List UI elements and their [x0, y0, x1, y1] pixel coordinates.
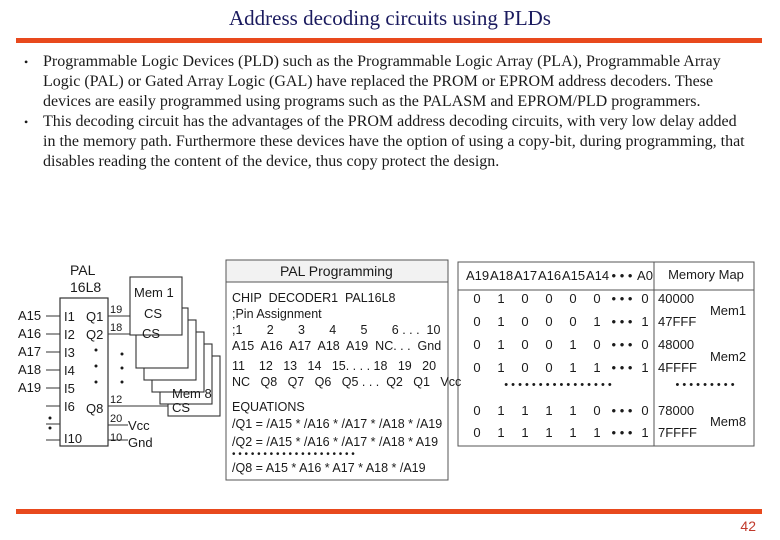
memory-map-bit: 1 [497, 425, 505, 440]
pin-input-label: I10 [64, 431, 83, 446]
memory-map-bit: • • • [611, 403, 633, 418]
pin-output-label: Q1 [86, 309, 104, 324]
header-bit: A18 [490, 268, 514, 283]
memory-map-bit: 0 [473, 360, 481, 375]
pal-programming-title: PAL Programming [280, 263, 393, 279]
memory-map-address: 47FFF [658, 314, 697, 329]
memory-map-bit: 1 [569, 337, 577, 352]
memory-map-bit: 1 [569, 360, 577, 375]
memory-map-bit: 0 [473, 403, 481, 418]
memory-map-bit: 0 [569, 291, 577, 306]
pin-number: 20 [110, 413, 123, 425]
pin-number: 12 [110, 394, 123, 406]
bullet-icon: • [24, 55, 29, 69]
bullet-text: Programmable Logic Devices (PLD) such as the Programmable Logic Array (PLA), Programmable Array Logic (PAL) or Gated Array Logic (GAL) have replaced the PROM or EPROM address decoders. These devices are easily programmed using programs such as the PALASM and EPROM/PLD programmers. [43, 53, 721, 110]
memory-map-bit: 1 [569, 425, 577, 440]
memory-label: Mem1 [709, 303, 747, 318]
memory-map-bit: 0 [473, 314, 481, 329]
memory-map-bit: • • • [611, 291, 633, 306]
pin-input-label: I3 [64, 345, 75, 360]
memory-map-bit: • • • [611, 425, 633, 440]
program-line: CHIP DECODER1 PAL16L8 [232, 291, 396, 305]
memory-map-bit: 1 [497, 291, 505, 306]
header-bit: A15 [562, 268, 586, 283]
memory-map-bit: 0 [641, 337, 649, 352]
memory-map-bit: 1 [641, 360, 649, 375]
bottom-divider [16, 509, 762, 514]
cs-label: CS [172, 400, 191, 415]
cs-label: CS [142, 326, 161, 341]
memory-map-bit: • • • [611, 360, 633, 375]
memory-label: Mem8 [709, 414, 747, 429]
memory-map-bit: 1 [521, 425, 529, 440]
memory-map-bit: 0 [521, 360, 529, 375]
memory-map-bit: 0 [545, 314, 553, 329]
memory-map-address: 4FFFF [658, 360, 697, 375]
memory-map-bit: 0 [473, 425, 481, 440]
memory-map-bit: • • • [611, 314, 633, 329]
pin-number: 10 [110, 432, 123, 444]
program-line: • • • • • • • • • • • • • • • • • • • • [232, 449, 355, 460]
dots-row-map: • • • • • • • • • [675, 379, 735, 391]
vcc-label: Vcc [128, 418, 150, 433]
pal-label-line2: 16L8 [70, 279, 102, 295]
pin-output-label: Q2 [86, 327, 104, 342]
memory-map-bit: 0 [521, 291, 529, 306]
pin-output-label: Q8 [86, 401, 104, 416]
memory-map-bit: 0 [593, 337, 601, 352]
memory-map-bit: 0 [545, 291, 553, 306]
memory-map-bit: 0 [569, 314, 577, 329]
address-label: A19 [18, 380, 42, 395]
program-line: ;Pin Assignment [232, 307, 322, 321]
memory-map-bit: 0 [641, 403, 649, 418]
header-bit: A19 [466, 268, 490, 283]
memory-map-bit: 1 [545, 425, 553, 440]
pal-label-line1: PAL [70, 262, 96, 278]
program-line: A15 A16 A17 A18 A19 NC. . . Gnd [232, 339, 442, 353]
memory-map-address: 48000 [658, 337, 695, 352]
memory-map-bit: 1 [497, 360, 505, 375]
header-bit: A0 [637, 268, 653, 283]
address-label: A17 [18, 344, 42, 359]
slide-title: Address decoding circuits using PLDs [229, 6, 551, 30]
pin-number: 18 [110, 322, 123, 334]
memory-chip-label: Mem 1 [134, 285, 174, 300]
memory-map-bit: • • • [611, 337, 633, 352]
memory-chip-label: Mem 8 [172, 386, 212, 401]
memory-map-bit: 0 [473, 291, 481, 306]
header-bit: A17 [514, 268, 538, 283]
memory-map-bit: 1 [593, 360, 601, 375]
memory-map-bit: 0 [473, 337, 481, 352]
memory-map-bit: 1 [497, 337, 505, 352]
gnd-label: Gnd [128, 435, 153, 450]
memory-map-bit: 0 [545, 337, 553, 352]
pin-input-label: I6 [64, 399, 75, 414]
program-line: /Q2 = /A15 * /A16 * /A17 * /A18 * A19 [232, 435, 439, 449]
program-line: ;1 2 3 4 5 6 . . . 10 [232, 323, 441, 337]
cs-label: CS [144, 306, 163, 321]
header-bit: • • • [611, 268, 633, 283]
pin-input-label: I5 [64, 381, 75, 396]
memory-map-bit: 0 [521, 314, 529, 329]
pin-input-label: I1 [64, 309, 75, 324]
memory-map-bit: 0 [593, 403, 601, 418]
address-label: A16 [18, 326, 42, 341]
header-bit: A14 [586, 268, 610, 283]
memory-map-bit: 1 [497, 403, 505, 418]
memory-map-bit: 1 [641, 425, 649, 440]
program-line: 11 12 13 14 15. . . . 18 19 20 [232, 359, 437, 373]
pin-input-label: I4 [64, 363, 75, 378]
memory-map-bit: 0 [593, 291, 601, 306]
program-line: /Q1 = /A15 * /A16 * /A17 * /A18 * /A19 [232, 417, 443, 431]
bullet-icon: • [24, 115, 29, 129]
memory-map-bit: 1 [545, 403, 553, 418]
memory-map-bit: 1 [521, 403, 529, 418]
memory-map-address: 40000 [658, 291, 695, 306]
address-label: A15 [18, 308, 42, 323]
program-line: /Q8 = A15 * A16 * A17 * A18 * /A19 [232, 461, 426, 475]
memory-map-address: 7FFFF [658, 425, 697, 440]
memory-map-bit: 1 [497, 314, 505, 329]
memory-map-bit: 1 [593, 314, 601, 329]
memory-map-bit: 0 [521, 337, 529, 352]
program-line: EQUATIONS [232, 400, 305, 414]
bullet-text: This decoding circuit has the advantages of the PROM address decoding circuits, with very low delay added in the memory path. Furthermore these devices have the option of using a copy-bit, during programming, that disables reading the content of the device, thus copy protect the design. [43, 113, 745, 170]
program-line: NC Q8 Q7 Q6 Q5 . . . Q2 Q1 Vcc [232, 375, 462, 389]
memory-map-address: 78000 [658, 403, 695, 418]
memory-map-bit: 1 [641, 314, 649, 329]
pin-number: 19 [110, 304, 123, 316]
memory-map-title: Memory Map [668, 267, 744, 282]
dots-row: • • • • • • • • • • • • • • • • [504, 379, 612, 391]
page-number: 42 [740, 518, 756, 534]
address-label: A18 [18, 362, 42, 377]
memory-map-bit: 0 [641, 291, 649, 306]
memory-map-bit: 1 [569, 403, 577, 418]
header-bit: A16 [538, 268, 562, 283]
memory-map-bit: 0 [545, 360, 553, 375]
memory-label: Mem2 [709, 349, 747, 364]
pin-input-label: I2 [64, 327, 75, 342]
memory-map-bit: 1 [593, 425, 601, 440]
